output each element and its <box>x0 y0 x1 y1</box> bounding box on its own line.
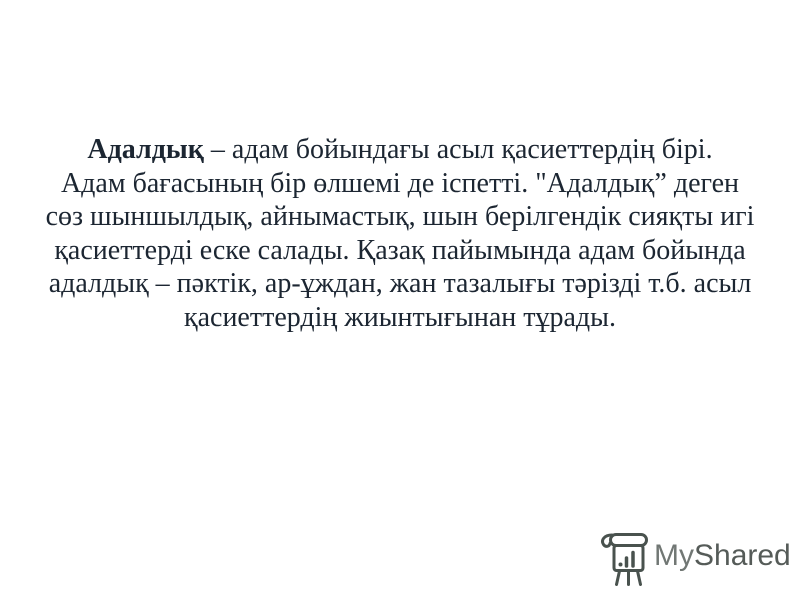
text-line-1 <box>30 133 770 167</box>
text-line-3: сөз шыншылдық, айнымастық, шын берілгендік сияқты игі <box>45 201 755 232</box>
myshared-watermark <box>597 531 791 588</box>
text-line-4: қасиеттерді еске салады. Қазақ пайымында адам бойында <box>54 234 746 266</box>
lead-word: Адалдық <box>87 134 204 165</box>
text-line-6: қасиеттердің жиынтығынан тұрады. <box>183 301 616 333</box>
brand-wordmark <box>654 541 791 571</box>
flipchart-barchart-icon <box>597 531 649 588</box>
text-line-2: Адам бағасының бір өлшемі де іспетті. "Адалдық” деген <box>60 167 740 199</box>
brand-my: My <box>654 539 694 572</box>
slide-paragraph <box>30 133 770 334</box>
brand-shared: Shared <box>694 539 791 572</box>
text-line-5: адалдық – пәктік, ар-ұждан, жан тазалығы тәрізді т.б. асыл <box>48 268 752 299</box>
text-line-1-rest: – адам бойындағы асыл қасиеттердің бірі. <box>203 134 713 165</box>
